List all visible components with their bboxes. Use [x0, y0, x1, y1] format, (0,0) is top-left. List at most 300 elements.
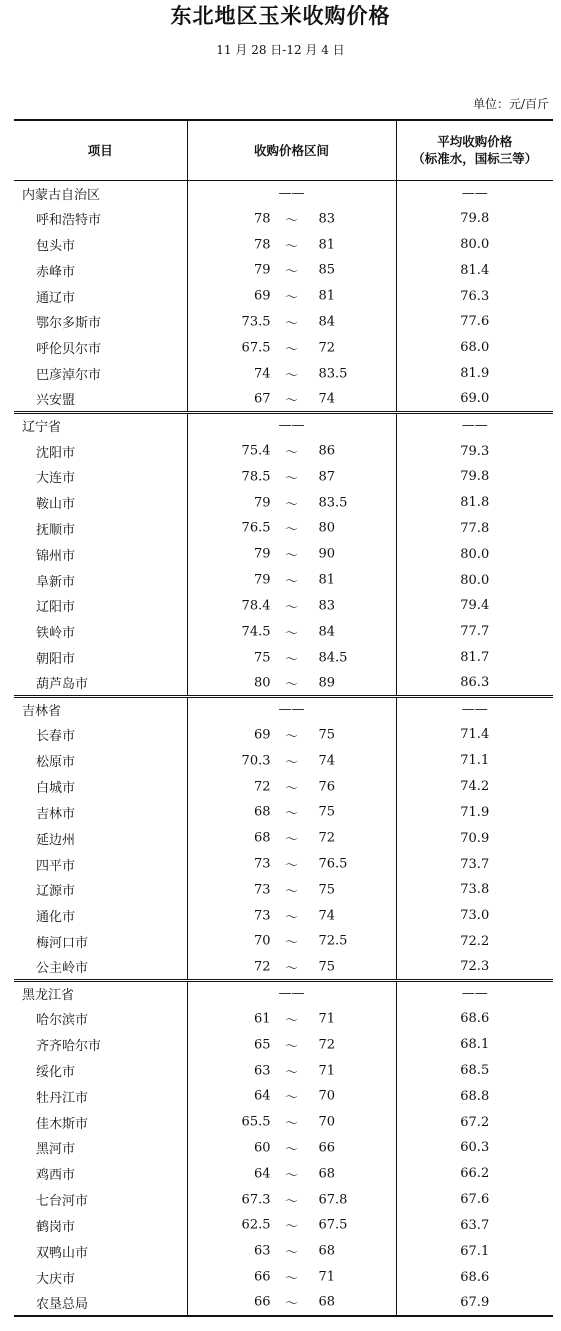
city-name: 四平市 [14, 851, 187, 877]
price-high: 83 [318, 211, 336, 227]
average-price: 79.8 [396, 206, 553, 232]
range-separator: ～ [284, 781, 298, 797]
price-low: 60 [253, 1140, 271, 1156]
city-name: 通辽市 [14, 283, 187, 309]
average-price: 81.8 [396, 490, 553, 516]
range-separator: ～ [284, 316, 298, 332]
range-separator: ～ [284, 935, 298, 951]
price-range [187, 1083, 396, 1109]
price-high: 85 [318, 262, 336, 278]
table-body [14, 180, 553, 1316]
price-low: 69 [253, 288, 271, 304]
range-separator: ～ [284, 910, 298, 926]
price-low: 66 [253, 1269, 271, 1285]
average-price: 73.8 [396, 877, 553, 903]
price-high: 76.5 [318, 856, 348, 872]
price-low: 64 [253, 1166, 271, 1182]
average-price: 77.8 [396, 516, 553, 542]
average-price: 81.9 [396, 361, 553, 387]
price-range [187, 774, 396, 800]
city-name: 牡丹江市 [14, 1083, 187, 1109]
price-high: 68 [318, 1294, 336, 1310]
header-row [14, 120, 553, 180]
price-high: 67.5 [318, 1217, 348, 1233]
range-separator: ～ [284, 1296, 298, 1312]
city-name: 双鸭山市 [14, 1238, 187, 1264]
price-low: 72 [253, 779, 271, 795]
price-low: 67 [253, 391, 271, 407]
city-name: 鹤岗市 [14, 1213, 187, 1239]
province-average: —— [396, 980, 553, 1006]
range-separator: ～ [284, 290, 298, 306]
price-high: 81 [318, 237, 336, 253]
header-price-range: 收购价格区间 [187, 120, 396, 180]
price-range [187, 903, 396, 929]
price-low: 78.4 [241, 598, 271, 614]
average-price: 67.1 [396, 1238, 553, 1264]
average-price: 80.0 [396, 232, 553, 258]
average-price: 81.7 [396, 645, 553, 671]
price-low: 76.5 [241, 520, 271, 536]
city-row [14, 541, 553, 567]
city-name: 农垦总局 [14, 1290, 187, 1316]
city-name: 哈尔滨市 [14, 1006, 187, 1032]
price-range [187, 516, 396, 542]
city-name: 梅河口市 [14, 929, 187, 955]
province-range [187, 412, 396, 438]
price-range [187, 929, 396, 955]
city-name: 鞍山市 [14, 490, 187, 516]
average-price: 77.7 [396, 619, 553, 645]
city-name: 铁岭市 [14, 619, 187, 645]
province-name: 吉林省 [14, 696, 187, 722]
city-name: 包头市 [14, 232, 187, 258]
price-high: 80 [318, 520, 336, 536]
price-low: 68 [253, 804, 271, 820]
province-row [14, 696, 553, 722]
range-placeholder: —— [278, 418, 305, 434]
range-separator: ～ [284, 961, 298, 977]
price-high: 68 [318, 1166, 336, 1182]
price-high: 74 [318, 753, 336, 769]
price-range [187, 206, 396, 232]
city-row [14, 232, 553, 258]
price-range [187, 232, 396, 258]
price-high: 84 [318, 314, 336, 330]
city-name: 辽源市 [14, 877, 187, 903]
price-high: 81 [318, 572, 336, 588]
price-low: 70.3 [241, 753, 271, 769]
price-range [187, 877, 396, 903]
range-separator: ～ [284, 1142, 298, 1158]
range-separator: ～ [284, 1065, 298, 1081]
average-price: 67.6 [396, 1187, 553, 1213]
price-range [187, 464, 396, 490]
range-separator: ～ [284, 368, 298, 384]
average-price: 66.2 [396, 1161, 553, 1187]
range-separator: ～ [284, 677, 298, 693]
header-average-line1: 平均收购价格 [437, 134, 513, 150]
range-separator: ～ [284, 755, 298, 771]
range-separator: ～ [284, 1271, 298, 1287]
city-row [14, 361, 553, 387]
price-range [187, 670, 396, 696]
price-range [187, 825, 396, 851]
price-high: 70 [318, 1114, 336, 1130]
price-range [187, 257, 396, 283]
city-row [14, 335, 553, 361]
price-low: 62.5 [241, 1217, 271, 1233]
average-price: 79.4 [396, 593, 553, 619]
city-row [14, 619, 553, 645]
average-price: 67.9 [396, 1290, 553, 1316]
city-name: 抚顺市 [14, 516, 187, 542]
price-low: 79 [253, 495, 271, 511]
province-row [14, 180, 553, 206]
city-row [14, 903, 553, 929]
average-price: 73.0 [396, 903, 553, 929]
price-low: 73 [253, 908, 271, 924]
price-low: 80 [253, 675, 271, 691]
price-high: 83 [318, 598, 336, 614]
range-placeholder: —— [278, 986, 305, 1002]
price-range [187, 1187, 396, 1213]
price-range [187, 1290, 396, 1316]
city-name: 葫芦岛市 [14, 670, 187, 696]
average-price: 80.0 [396, 541, 553, 567]
city-row [14, 1083, 553, 1109]
range-separator: ～ [284, 1116, 298, 1132]
city-row [14, 851, 553, 877]
price-low: 69 [253, 727, 271, 743]
city-name: 阜新市 [14, 567, 187, 593]
city-name: 沈阳市 [14, 438, 187, 464]
range-separator: ～ [284, 213, 298, 229]
range-separator: ～ [284, 1219, 298, 1235]
price-low: 66 [253, 1294, 271, 1310]
price-high: 83.5 [318, 495, 348, 511]
city-name: 通化市 [14, 903, 187, 929]
price-high: 75 [318, 804, 336, 820]
city-row [14, 748, 553, 774]
city-row [14, 774, 553, 800]
range-separator: ～ [284, 471, 298, 487]
price-range [187, 309, 396, 335]
city-row [14, 877, 553, 903]
province-row [14, 980, 553, 1006]
city-name: 朝阳市 [14, 645, 187, 671]
price-range [187, 541, 396, 567]
province-average: —— [396, 180, 553, 206]
city-row [14, 1213, 553, 1239]
city-name: 呼伦贝尔市 [14, 335, 187, 361]
price-high: 83.5 [318, 366, 348, 382]
price-range [187, 1006, 396, 1032]
price-high: 70 [318, 1088, 336, 1104]
city-name: 佳木斯市 [14, 1109, 187, 1135]
price-range [187, 335, 396, 361]
price-range [187, 1238, 396, 1264]
price-low: 79 [253, 262, 271, 278]
city-name: 兴安盟 [14, 387, 187, 413]
city-name: 七台河市 [14, 1187, 187, 1213]
average-price: 73.7 [396, 851, 553, 877]
city-row [14, 1109, 553, 1135]
average-price: 79.8 [396, 464, 553, 490]
price-table [14, 119, 553, 1317]
city-name: 黑河市 [14, 1135, 187, 1161]
city-name: 齐齐哈尔市 [14, 1032, 187, 1058]
city-name: 赤峰市 [14, 257, 187, 283]
city-row [14, 670, 553, 696]
city-name: 大庆市 [14, 1264, 187, 1290]
province-average: —— [396, 412, 553, 438]
price-low: 75.4 [241, 443, 271, 459]
range-separator: ～ [284, 806, 298, 822]
header-average-price [396, 120, 553, 180]
price-high: 71 [318, 1063, 336, 1079]
price-low: 78 [253, 237, 271, 253]
price-range [187, 490, 396, 516]
city-row [14, 1238, 553, 1264]
price-high: 75 [318, 882, 336, 898]
price-low: 73 [253, 882, 271, 898]
price-range [187, 1264, 396, 1290]
city-row [14, 722, 553, 748]
average-price: 86.3 [396, 670, 553, 696]
city-name: 松原市 [14, 748, 187, 774]
city-row [14, 1135, 553, 1161]
city-row [14, 800, 553, 826]
average-price: 72.2 [396, 929, 553, 955]
range-separator: ～ [284, 445, 298, 461]
average-price: 68.8 [396, 1083, 553, 1109]
price-range [187, 619, 396, 645]
price-range [187, 438, 396, 464]
average-price: 72.3 [396, 954, 553, 980]
price-range [187, 1058, 396, 1084]
city-name: 大连市 [14, 464, 187, 490]
price-high: 72 [318, 1037, 336, 1053]
city-row [14, 929, 553, 955]
province-name: 辽宁省 [14, 412, 187, 438]
city-row [14, 1032, 553, 1058]
province-name: 内蒙古自治区 [14, 180, 187, 206]
price-high: 74 [318, 908, 336, 924]
average-price: 71.1 [396, 748, 553, 774]
average-price: 60.3 [396, 1135, 553, 1161]
range-placeholder: —— [278, 702, 305, 718]
price-high: 72 [318, 340, 336, 356]
price-low: 79 [253, 546, 271, 562]
price-low: 65 [253, 1037, 271, 1053]
price-low: 79 [253, 572, 271, 588]
average-price: 74.2 [396, 774, 553, 800]
price-high: 71 [318, 1011, 336, 1027]
range-separator: ～ [284, 626, 298, 642]
province-range [187, 180, 396, 206]
city-name: 白城市 [14, 774, 187, 800]
average-price: 68.6 [396, 1264, 553, 1290]
average-price: 68.0 [396, 335, 553, 361]
price-range [187, 361, 396, 387]
range-placeholder: —— [278, 185, 305, 201]
price-range [187, 1109, 396, 1135]
average-price: 63.7 [396, 1213, 553, 1239]
price-high: 81 [318, 288, 336, 304]
price-low: 63 [253, 1243, 271, 1259]
city-row [14, 206, 553, 232]
average-price: 67.2 [396, 1109, 553, 1135]
city-row [14, 464, 553, 490]
page-title: 东北地区玉米收购价格 [170, 4, 391, 28]
city-row [14, 567, 553, 593]
price-high: 86 [318, 443, 336, 459]
price-high: 66 [318, 1140, 336, 1156]
header-average-line2: （标准水，国标三等） [412, 151, 538, 167]
price-range [187, 722, 396, 748]
price-low: 78.5 [241, 469, 271, 485]
price-high: 76 [318, 779, 336, 795]
range-separator: ～ [284, 652, 298, 668]
price-high: 68 [318, 1243, 336, 1259]
province-range [187, 696, 396, 722]
city-row [14, 438, 553, 464]
average-price: 79.3 [396, 438, 553, 464]
price-range [187, 1213, 396, 1239]
price-low: 67.5 [241, 340, 271, 356]
range-separator: ～ [284, 1090, 298, 1106]
price-high: 72.5 [318, 933, 348, 949]
price-range [187, 851, 396, 877]
city-name: 绥化市 [14, 1058, 187, 1084]
price-low: 78 [253, 211, 271, 227]
city-row [14, 1264, 553, 1290]
city-row [14, 309, 553, 335]
city-row [14, 257, 553, 283]
city-name: 延边州 [14, 825, 187, 851]
price-low: 74.5 [241, 624, 271, 640]
price-high: 75 [318, 959, 336, 975]
table-header [14, 120, 553, 180]
average-price: 76.3 [396, 283, 553, 309]
city-name: 长春市 [14, 722, 187, 748]
price-high: 84.5 [318, 650, 348, 666]
average-price: 68.1 [396, 1032, 553, 1058]
average-price: 77.6 [396, 309, 553, 335]
price-range [187, 954, 396, 980]
city-name: 公主岭市 [14, 954, 187, 980]
average-price: 80.0 [396, 567, 553, 593]
price-low: 65.5 [241, 1114, 271, 1130]
range-separator: ～ [284, 264, 298, 280]
average-price: 70.9 [396, 825, 553, 851]
price-range [187, 645, 396, 671]
city-row [14, 1290, 553, 1316]
price-range [187, 593, 396, 619]
province-range [187, 980, 396, 1006]
city-row [14, 825, 553, 851]
range-separator: ～ [284, 239, 298, 255]
price-high: 87 [318, 469, 336, 485]
city-row [14, 387, 553, 413]
range-separator: ～ [284, 1245, 298, 1261]
price-low: 63 [253, 1063, 271, 1079]
price-low: 73.5 [241, 314, 271, 330]
range-separator: ～ [284, 1013, 298, 1029]
city-name: 巴彦淖尔市 [14, 361, 187, 387]
range-separator: ～ [284, 1168, 298, 1184]
price-high: 84 [318, 624, 336, 640]
price-range [187, 800, 396, 826]
price-high: 74 [318, 391, 336, 407]
average-price: 69.0 [396, 387, 553, 413]
city-row [14, 645, 553, 671]
city-row [14, 1006, 553, 1032]
range-separator: ～ [284, 1039, 298, 1055]
date-range-subtitle: 11 月 28 日-12 月 4 日 [216, 43, 345, 57]
city-row [14, 593, 553, 619]
price-low: 75 [253, 650, 271, 666]
city-name: 呼和浩特市 [14, 206, 187, 232]
city-row [14, 283, 553, 309]
price-range [187, 748, 396, 774]
average-price: 71.9 [396, 800, 553, 826]
price-range [187, 1032, 396, 1058]
city-name: 鄂尔多斯市 [14, 309, 187, 335]
city-row [14, 490, 553, 516]
range-separator: ～ [284, 832, 298, 848]
province-row [14, 412, 553, 438]
range-separator: ～ [284, 884, 298, 900]
price-range [187, 1135, 396, 1161]
average-price: 71.4 [396, 722, 553, 748]
average-price: 68.6 [396, 1006, 553, 1032]
price-high: 89 [318, 675, 336, 691]
price-high: 90 [318, 546, 336, 562]
range-separator: ～ [284, 342, 298, 358]
price-range [187, 283, 396, 309]
city-name: 辽阳市 [14, 593, 187, 619]
city-row [14, 954, 553, 980]
price-range [187, 1161, 396, 1187]
average-price: 68.5 [396, 1058, 553, 1084]
unit-label: 单位：元/百斤 [472, 97, 549, 111]
range-separator: ～ [284, 858, 298, 874]
price-range [187, 387, 396, 413]
price-low: 74 [253, 366, 271, 382]
range-separator: ～ [284, 574, 298, 590]
range-separator: ～ [284, 497, 298, 513]
range-separator: ～ [284, 548, 298, 564]
range-separator: ～ [284, 729, 298, 745]
city-row [14, 516, 553, 542]
range-separator: ～ [284, 600, 298, 616]
price-high: 71 [318, 1269, 336, 1285]
city-name: 吉林市 [14, 800, 187, 826]
price-low: 68 [253, 830, 271, 846]
city-row [14, 1187, 553, 1213]
price-low: 64 [253, 1088, 271, 1104]
price-low: 67.3 [241, 1192, 271, 1208]
province-average: —— [396, 696, 553, 722]
price-low: 73 [253, 856, 271, 872]
price-low: 70 [253, 933, 271, 949]
price-low: 72 [253, 959, 271, 975]
price-range [187, 567, 396, 593]
city-row [14, 1161, 553, 1187]
average-price: 81.4 [396, 257, 553, 283]
